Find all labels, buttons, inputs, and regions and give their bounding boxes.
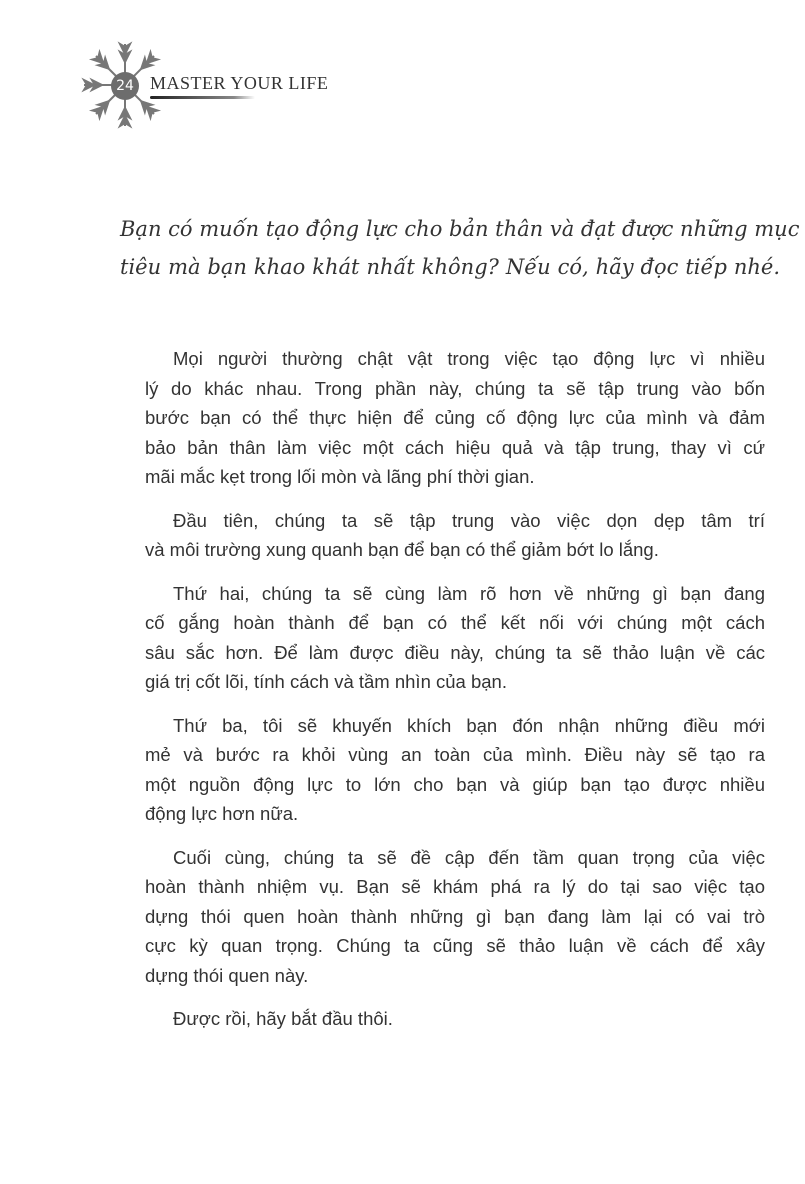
paragraph-line: Cuối cùng, chúng ta sẽ đề cập đến tầm quan trọng của việc — [173, 846, 765, 868]
paragraph — [145, 579, 765, 697]
intro-line: tiêu mà bạn khao khát nhất không? Nếu có, hãy đọc tiếp nhé. — [120, 255, 780, 279]
paragraph-line: mẻ và bước ra khỏi vùng an toàn của mình. Điều này sẽ tạo ra — [145, 744, 765, 765]
intro-quote — [120, 210, 800, 286]
running-title: MASTER YOUR LIFE — [150, 73, 329, 93]
paragraph-line: Thứ hai, chúng ta sẽ cùng làm rõ hơn về những gì bạn đang — [173, 582, 765, 604]
paragraph-line: bước bạn có thể thực hiện để củng cố động lực của mình và đảm — [145, 407, 765, 428]
paragraph-line: động lực hơn nữa. — [145, 803, 299, 824]
paragraph-line: sâu sắc hơn. Để làm được điều này, chúng ta sẽ thảo luận về các — [145, 641, 765, 663]
paragraph-line: cực kỳ quan trọng. Chúng ta cũng sẽ thảo luận về cách để xây — [145, 935, 765, 956]
paragraph — [145, 843, 765, 991]
intro-line: Bạn có muốn tạo động lực cho bản thân và đạt được những mục — [120, 217, 800, 241]
paragraph-line: dựng thói quen hoàn thành những gì bạn đang làm lại có vai trò — [145, 905, 765, 927]
paragraph — [145, 344, 765, 492]
paragraph-line: bảo bản thân làm việc một cách hiệu quả và tập trung, thay vì cứ — [145, 436, 765, 458]
paragraph-line: Được rồi, hãy bắt đầu thôi. — [173, 1008, 393, 1029]
paragraph-line: cố gắng hoàn thành để bạn có thể kết nối với chúng một cách — [145, 612, 765, 633]
paragraph-line: lý do khác nhau. Trong phần này, chúng ta sẽ tập trung vào bốn — [145, 377, 765, 399]
paragraph — [145, 1004, 765, 1034]
paragraph-line: mãi mắc kẹt trong lối mòn và lãng phí thời gian. — [145, 466, 535, 487]
paragraph-line: hoàn thành nhiệm vụ. Bạn sẽ khám phá ra lý do tại sao việc tạo — [145, 876, 765, 897]
body-text — [145, 344, 765, 1048]
page-number: 24 — [111, 72, 139, 100]
paragraph-line: giá trị cốt lõi, tính cách và tầm nhìn của bạn. — [145, 671, 507, 692]
paragraph — [145, 711, 765, 829]
paragraph-line: và môi trường xung quanh bạn để bạn có thể giảm bớt lo lắng. — [145, 539, 659, 560]
paragraph — [145, 506, 765, 565]
paragraph-line: Đầu tiên, chúng ta sẽ tập trung vào việc dọn dẹp tâm trí — [173, 509, 765, 531]
paragraph-line: Thứ ba, tôi sẽ khuyến khích bạn đón nhận những điều mới — [173, 714, 765, 736]
paragraph-line: dựng thói quen này. — [145, 964, 309, 986]
paragraph-line: Mọi người thường chật vật trong việc tạo động lực vì nhiều — [173, 348, 765, 369]
paragraph-line: một nguồn động lực to lớn cho bạn và giúp bạn tạo được nhiều — [145, 773, 765, 795]
title-underline — [150, 96, 255, 99]
